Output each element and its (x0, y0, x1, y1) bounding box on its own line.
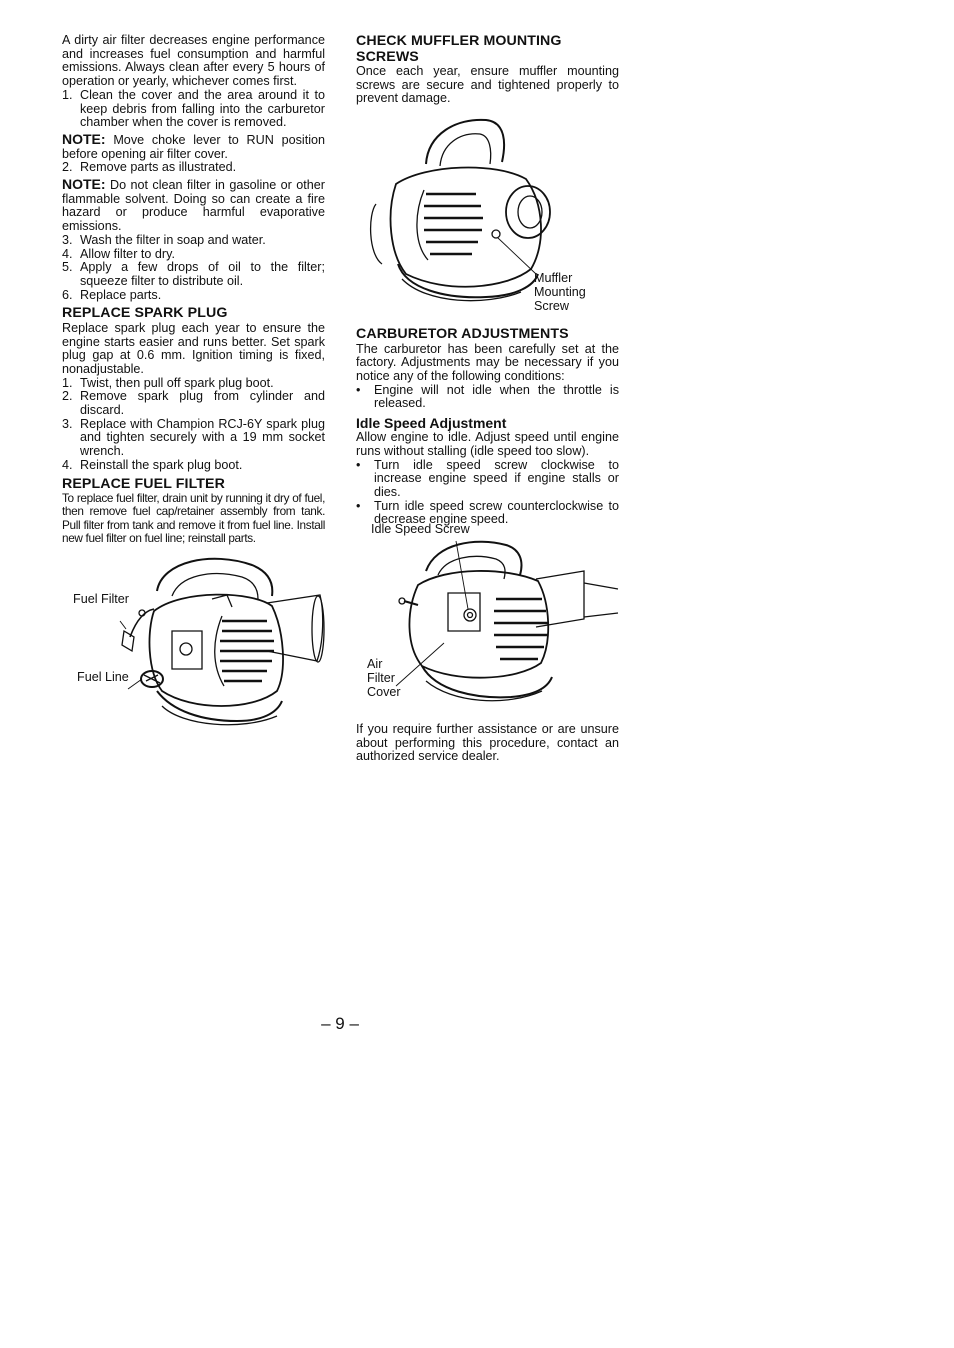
spark-plug-heading: REPLACE SPARK PLUG (62, 305, 228, 322)
list-item: 1. Clean the cover and the area around it to keep debris from falling into the carburetor chamber when the cover is removed. (62, 87, 325, 130)
label-muffler-2: Mounting (534, 285, 586, 300)
list-item: • Turn idle speed screw clockwise to increase engine speed if engine stalls or dies. (356, 457, 619, 499)
list-item: 2. Remove parts as illustrated. (62, 160, 237, 175)
label-muffler-3: Screw (534, 299, 569, 314)
list-item: 4. Reinstall the spark plug boot. (62, 457, 243, 472)
air-filter-intro: A dirty air filter decreases engine performance and increases fuel consumption and harmful emissions. Always clean after every 5 hours of operation or yearly, whichever comes first. (62, 33, 325, 89)
label-fuel-line: Fuel Line (77, 670, 129, 685)
list-item: 2. Remove spark plug from cylinder and discard. (62, 389, 325, 418)
left-column (62, 34, 325, 731)
page-number: – 9 – (321, 1014, 359, 1033)
note-solvent: NOTE: Do not clean filter in gasoline or other flammable solvent. Doing so can create a fire hazard or produce harmful evaporative emissions. (62, 176, 325, 234)
muffler-text: Once each year, ensure muffler mounting screws are secure and tightened properly to prevent damage. (356, 64, 619, 106)
note-choke: NOTE: Move choke lever to RUN position before opening air filter cover. (62, 130, 325, 161)
carburetor-heading: CARBURETOR ADJUSTMENTS (356, 326, 569, 343)
label-air-2: Filter (367, 671, 395, 686)
air-filter-step-2 (62, 161, 325, 175)
list-item: 1. Twist, then pull off spark plug boot. (62, 375, 274, 390)
label-muffler-1: Muffler (534, 271, 573, 286)
list-item: • Turn idle speed screw counterclockwise to decrease engine speed. (356, 498, 619, 527)
note-label: NOTE: (62, 130, 106, 147)
bullet: • (356, 382, 361, 397)
list-item: • Engine will not idle when the throttle is released. (356, 382, 619, 411)
list-item: 3. Wash the filter in soap and water. (62, 232, 266, 247)
spark-plug-steps (62, 377, 325, 473)
idle-speed-text: Allow engine to idle. Adjust speed until engine runs without stalling (idle speed too slow). (356, 430, 619, 458)
air-filter-steps-b (62, 234, 325, 303)
list-item: 6. Replace parts. (62, 287, 162, 302)
idle-speed-heading: Idle Speed Adjustment (356, 415, 507, 432)
muffler-heading: CHECK MUFFLER MOUNTING SCREWS (356, 33, 562, 65)
bullet: • (356, 457, 361, 472)
label-air-3: Cover (367, 685, 401, 700)
blower-illustration-fuel (62, 551, 325, 731)
label-idle-speed-screw: Idle Speed Screw (371, 522, 470, 537)
fuel-filter-text: To replace fuel filter, drain unit by running it dry of fuel, then remove fuel cap/retainer assembly from tank. Pull filter from tank and remove it from fuel line. Install new fuel filter on fuel line; reinstall parts. (62, 491, 325, 545)
fuel-filter-heading: REPLACE FUEL FILTER (62, 475, 225, 492)
label-fuel-filter: Fuel Filter (73, 592, 129, 607)
list-item: 3. Replace with Champion RCJ-6Y spark plug and tighten securely with a 19 mm socket wrench. (62, 416, 325, 459)
list-item: 4. Allow filter to dry. (62, 246, 175, 261)
right-column (356, 34, 619, 764)
fuel-filter-figure (62, 551, 325, 731)
muffler-figure (356, 114, 619, 324)
closing-text: If you require further assistance or are unsure about performing this procedure, contact an authorized service dealer. (356, 722, 619, 764)
idle-speed-steps (356, 459, 619, 528)
idle-speed-figure (356, 522, 619, 723)
label-air-1: Air (367, 657, 383, 672)
spark-plug-text: Replace spark plug each year to ensure the engine starts easier and runs better. Set spark plug gap at 0.6 mm. Ignition timing is fixed, nonadjustable. (62, 320, 325, 376)
list-item: 5. Apply a few drops of oil to the filter; squeeze filter to distribute oil. (62, 260, 325, 288)
bullet: • (356, 498, 361, 513)
air-filter-steps-a (62, 89, 325, 130)
carburetor-conditions (356, 384, 619, 411)
note-label: NOTE: (62, 176, 106, 193)
carburetor-text: The carburetor has been carefully set at the factory. Adjustments may be necessary if you notice any of the following conditions: (356, 341, 619, 384)
